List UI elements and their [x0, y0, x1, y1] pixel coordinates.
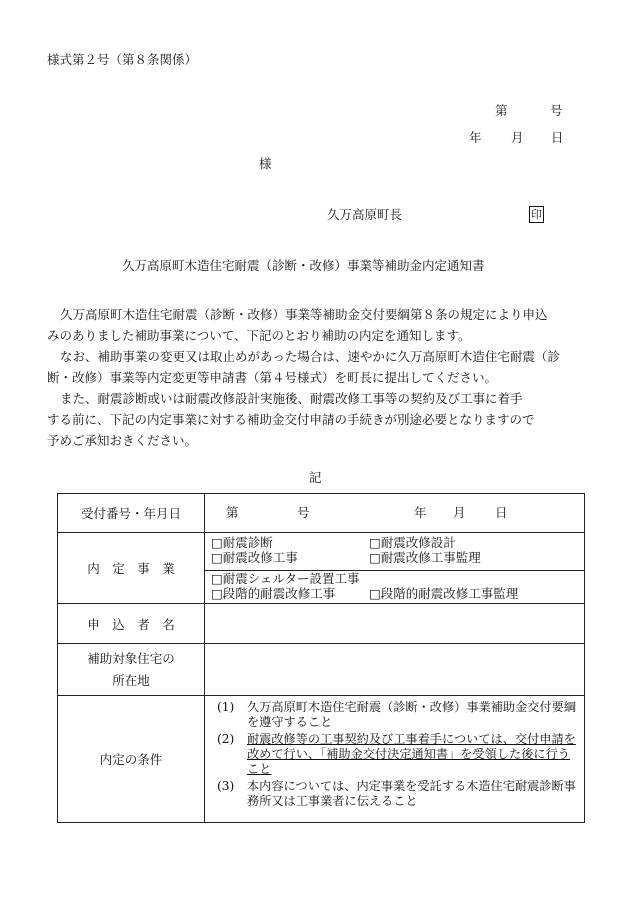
option-retrofit-design[interactable]: □耐震改修設計	[369, 535, 456, 550]
option-retrofit-supervision[interactable]: □耐震改修工事監理	[369, 550, 481, 565]
address-value[interactable]	[205, 644, 585, 696]
applicant-value[interactable]	[205, 604, 585, 644]
seal-stamp: 印	[531, 208, 542, 221]
para3-line1: また、耐震診断或いは耐震改修設計実施後、耐震改修工事等の契約及び工事に着手	[60, 391, 523, 406]
project-options	[205, 533, 585, 604]
table-row-conditions	[58, 696, 585, 823]
date-year: 年	[469, 130, 482, 145]
conditions-list	[205, 696, 585, 823]
option-staged-retrofit-work[interactable]: □段階的耐震改修工事	[211, 586, 336, 601]
para1-line2: みのありました補助事業について、下記のとおり補助の内定を通知します。	[47, 328, 471, 343]
condition-number: (1)	[217, 700, 235, 714]
condition-item	[217, 700, 578, 730]
receipt-value[interactable]	[205, 494, 585, 533]
receipt-label: 受付番号・年月日	[58, 494, 205, 533]
date-day: 日	[551, 130, 564, 145]
table-row-receipt	[58, 494, 585, 533]
conditions-label: 内定の条件	[58, 696, 205, 823]
number-suffix: 号	[550, 103, 563, 118]
receipt-day: 日	[495, 505, 508, 520]
condition-item	[217, 732, 578, 777]
applicant-label: 申 込 者 名	[58, 604, 205, 644]
para2-line2: 断・改修）事業等内定変更等申請書（第４号様式）を町長に提出してください。	[47, 370, 498, 385]
option-seismic-diagnosis[interactable]: □耐震診断	[211, 535, 273, 550]
details-table	[57, 493, 585, 823]
table-row-applicant	[58, 604, 585, 644]
address-label-line2: 所在地	[112, 672, 150, 688]
receipt-number-prefix: 第	[226, 505, 239, 520]
project-label: 内 定 事 業	[58, 533, 205, 604]
option-retrofit-work[interactable]: □耐震改修工事	[211, 550, 298, 565]
para3-line3: 予めご承知おきください。	[47, 433, 198, 448]
addressee-suffix: 様	[259, 156, 272, 171]
date-month: 月	[511, 130, 524, 145]
condition-text: 耐震改修等の工事契約及び工事着手については、交付申請を改めて行い、「補助金交付決定通知書」を受領した後に行うこと	[247, 732, 576, 776]
body-text	[47, 304, 592, 451]
option-shelter-work[interactable]: □耐震シェルター設置工事	[211, 571, 360, 586]
condition-number: (2)	[217, 732, 235, 746]
condition-text: 本内容については、内定事業を受託する木造住宅耐震診断事務所又は工事業者に伝えること	[247, 779, 576, 808]
address-label	[58, 644, 205, 696]
document-title: 久万高原町木造住宅耐震（診断・改修）事業等補助金内定通知書	[122, 258, 485, 273]
table-row-project	[58, 533, 585, 604]
address-label-line1: 補助対象住宅の	[87, 650, 175, 666]
para1-line1: 久万高原町木造住宅耐震（診断・改修）事業等補助金交付要綱第８条の規定により申込	[60, 307, 548, 322]
para3-line2: する前に、下記の内定事業に対する補助金交付申請の手続きが別途必要となりますので	[47, 412, 535, 427]
condition-item	[217, 779, 578, 809]
form-number: 様式第２号（第８条関係）	[47, 52, 198, 67]
receipt-month: 月	[453, 505, 466, 520]
table-row-address	[58, 644, 585, 696]
receipt-number-suffix: 号	[297, 505, 310, 520]
condition-number: (3)	[217, 779, 235, 793]
option-staged-retrofit-supervision[interactable]: □段階的耐震改修工事監理	[369, 586, 519, 601]
ki-heading: 記	[309, 470, 322, 485]
number-prefix: 第	[495, 103, 508, 118]
para2-line1: なお、補助事業の変更又は取止めがあった場合は、速やかに久万高原町木造住宅耐震（診	[60, 349, 560, 364]
issuer: 久万高原町長	[327, 207, 403, 222]
receipt-year: 年	[414, 505, 427, 520]
seal-mark	[529, 206, 544, 223]
condition-text: 久万高原町木造住宅耐震（診断・改修）事業補助金交付要綱を遵守すること	[247, 700, 577, 729]
